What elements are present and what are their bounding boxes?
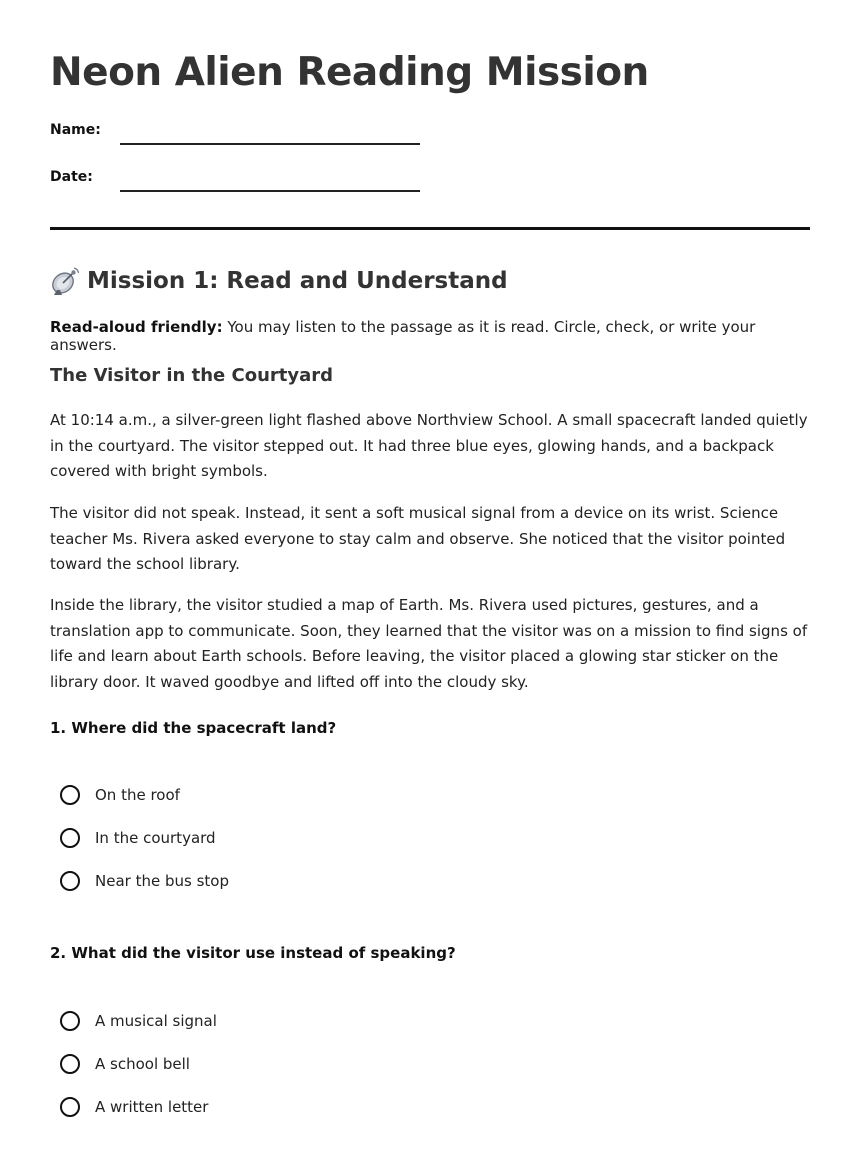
name-write-line[interactable] bbox=[120, 143, 420, 145]
section-title: Mission 1: Read and Understand bbox=[87, 268, 508, 294]
read-aloud-label: Read-aloud friendly: bbox=[50, 318, 223, 336]
q2-option-1[interactable] bbox=[60, 1008, 217, 1034]
q1-option-1[interactable] bbox=[60, 782, 180, 808]
satellite-dish-icon bbox=[50, 266, 80, 296]
date-label: Date: bbox=[50, 169, 93, 185]
read-aloud-note bbox=[50, 318, 820, 354]
option-label: In the courtyard bbox=[95, 829, 216, 847]
story-paragraph: At 10:14 a.m., a silver-green light flashed above Northview School. A small spacecraft landed quietly in the courtyard. The visitor stepped out. It had three blue eyes, glowing hands, and a backpack covered with bright symbols. bbox=[50, 411, 808, 481]
name-label: Name: bbox=[50, 122, 101, 138]
section-heading bbox=[50, 266, 508, 296]
story-title: The Visitor in the Courtyard bbox=[50, 365, 334, 386]
q1-option-3[interactable] bbox=[60, 868, 229, 894]
question-2: 2. What did the visitor use instead of speaking? bbox=[50, 944, 456, 962]
option-label: Near the bus stop bbox=[95, 872, 229, 890]
option-label: A school bell bbox=[95, 1055, 190, 1073]
date-field[interactable] bbox=[50, 169, 430, 199]
radio-circle-icon[interactable] bbox=[60, 1054, 80, 1074]
story-paragraph: Inside the library, the visitor studied a map of Earth. Ms. Rivera used pictures, gestures, and a translation app to communicate. Soon, they learned that the visitor was on a mission to find signs of life and learn about Earth schools. Before leaving, the visitor placed a glowing star sticker on the library door. It waved goodbye and lifted off into the cloudy sky. bbox=[50, 596, 808, 691]
radio-circle-icon[interactable] bbox=[60, 828, 80, 848]
q1-option-2[interactable] bbox=[60, 825, 216, 851]
radio-circle-icon[interactable] bbox=[60, 1097, 80, 1117]
q2-option-3[interactable] bbox=[60, 1094, 208, 1120]
date-write-line[interactable] bbox=[120, 190, 420, 192]
question-1: 1. Where did the spacecraft land? bbox=[50, 719, 337, 737]
radio-circle-icon[interactable] bbox=[60, 785, 80, 805]
story-paragraph: The visitor did not speak. Instead, it sent a soft musical signal from a device on its wrist. Science teacher Ms. Rivera asked everyone to stay calm and observe. She noticed that the visitor pointed toward the school library. bbox=[50, 504, 786, 574]
page-title: Neon Alien Reading Mission bbox=[50, 50, 649, 95]
q2-option-2[interactable] bbox=[60, 1051, 190, 1077]
name-field[interactable] bbox=[50, 122, 430, 152]
radio-circle-icon[interactable] bbox=[60, 871, 80, 891]
option-label: A written letter bbox=[95, 1098, 209, 1116]
radio-circle-icon[interactable] bbox=[60, 1011, 80, 1031]
read-aloud-text: You may listen to the passage as it is read. Circle, check, or write your answers. bbox=[50, 318, 756, 354]
option-label: A musical signal bbox=[95, 1012, 217, 1030]
header-divider bbox=[50, 227, 810, 230]
option-label: On the roof bbox=[95, 786, 180, 804]
